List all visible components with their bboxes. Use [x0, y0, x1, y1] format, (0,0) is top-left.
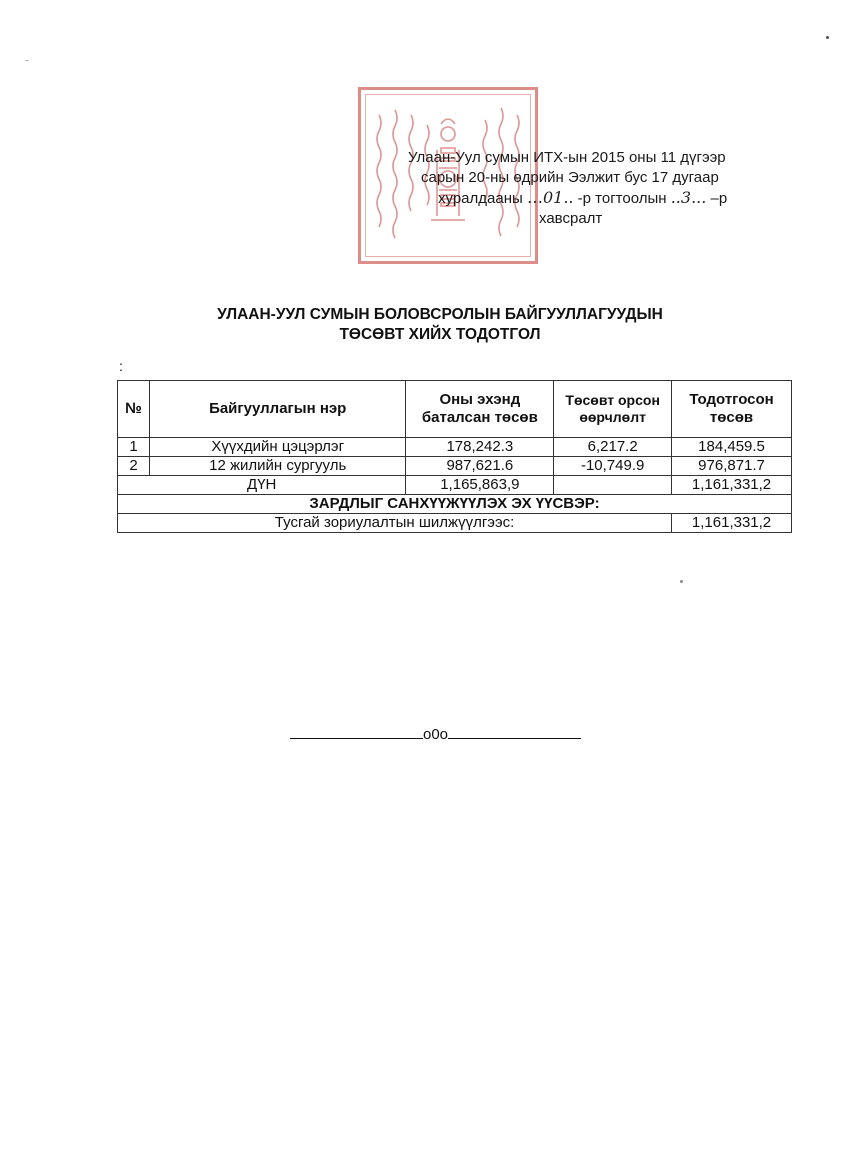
annex-line-2: сарын 20-ны өдрийн Ээлжит бус 17 дугаар [421, 169, 719, 186]
budget-table [117, 380, 792, 533]
header-organization: Байгууллагын нэр [149, 381, 405, 438]
total-adjusted-budget: 1,161,331,2 [672, 476, 792, 495]
source-heading-row [118, 495, 792, 514]
end-rule-right [448, 737, 581, 739]
funding-source-value: 1,161,331,2 [672, 514, 792, 533]
scan-speck [25, 60, 29, 61]
annex-line-3-start: хуралдааны [438, 190, 527, 207]
document-title [110, 305, 770, 345]
total-initial-budget: 1,165,863,9 [406, 476, 554, 495]
header-budget-change: Төсөвт орсон өөрчлөлт [554, 381, 672, 438]
table-header-row [118, 381, 792, 438]
row-budget-change: 6,217.2 [554, 438, 672, 457]
annex-line-4: хавсралт [539, 210, 603, 227]
resolution-number-handwritten-2: ..3... [670, 188, 707, 207]
row-initial-budget: 987,621.6 [406, 457, 554, 476]
total-budget-change [554, 476, 672, 495]
row-organization: Хүүхдийн цэцэрлэг [149, 438, 405, 457]
table-row [118, 457, 792, 476]
total-row [118, 476, 792, 495]
end-mark-text: o0o [423, 726, 449, 743]
scan-speck [680, 580, 683, 583]
header-initial-budget: Оны эхэнд баталсан төсөв [406, 381, 554, 438]
resolution-number-handwritten: …01.. [526, 188, 574, 207]
annex-line-3-mid: -р тогтоолын [573, 190, 671, 207]
row-number: 2 [118, 457, 150, 476]
title-line-1: УЛААН-УУЛ СУМЫН БОЛОВСРОЛЫН БАЙГУУЛЛАГУУДЫН [217, 306, 663, 323]
annex-line-1: Улаан-Уул сумын ИТХ-ын 2015 оны 11 дүгээр [408, 149, 726, 166]
row-number: 1 [118, 438, 150, 457]
table-row [118, 438, 792, 457]
header-adjusted-budget: Тодотгосон төсөв [672, 381, 792, 438]
annex-line-3-end: –р [706, 190, 728, 207]
annex-reference [400, 148, 780, 229]
stray-colon: : [119, 358, 123, 374]
funding-source-heading: ЗАРДЛЫГ САНХҮҮЖҮҮЛЭХ ЭХ ҮҮСВЭР: [118, 495, 792, 514]
row-organization: 12 жилийн сургууль [149, 457, 405, 476]
header-number: № [118, 381, 150, 438]
scan-speck [826, 36, 829, 39]
row-budget-change: -10,749.9 [554, 457, 672, 476]
row-adjusted-budget: 976,871.7 [672, 457, 792, 476]
row-initial-budget: 178,242.3 [406, 438, 554, 457]
source-row [118, 514, 792, 533]
funding-source-label: Тусгай зориулалтын шилжүүлгээс: [118, 514, 672, 533]
end-mark [290, 726, 581, 743]
end-rule-left [290, 737, 423, 739]
total-label: ДҮН [118, 476, 406, 495]
annex-line-3 [400, 188, 780, 209]
title-line-2: ТӨСӨВТ ХИЙХ ТОДОТГОЛ [339, 326, 541, 343]
row-adjusted-budget: 184,459.5 [672, 438, 792, 457]
